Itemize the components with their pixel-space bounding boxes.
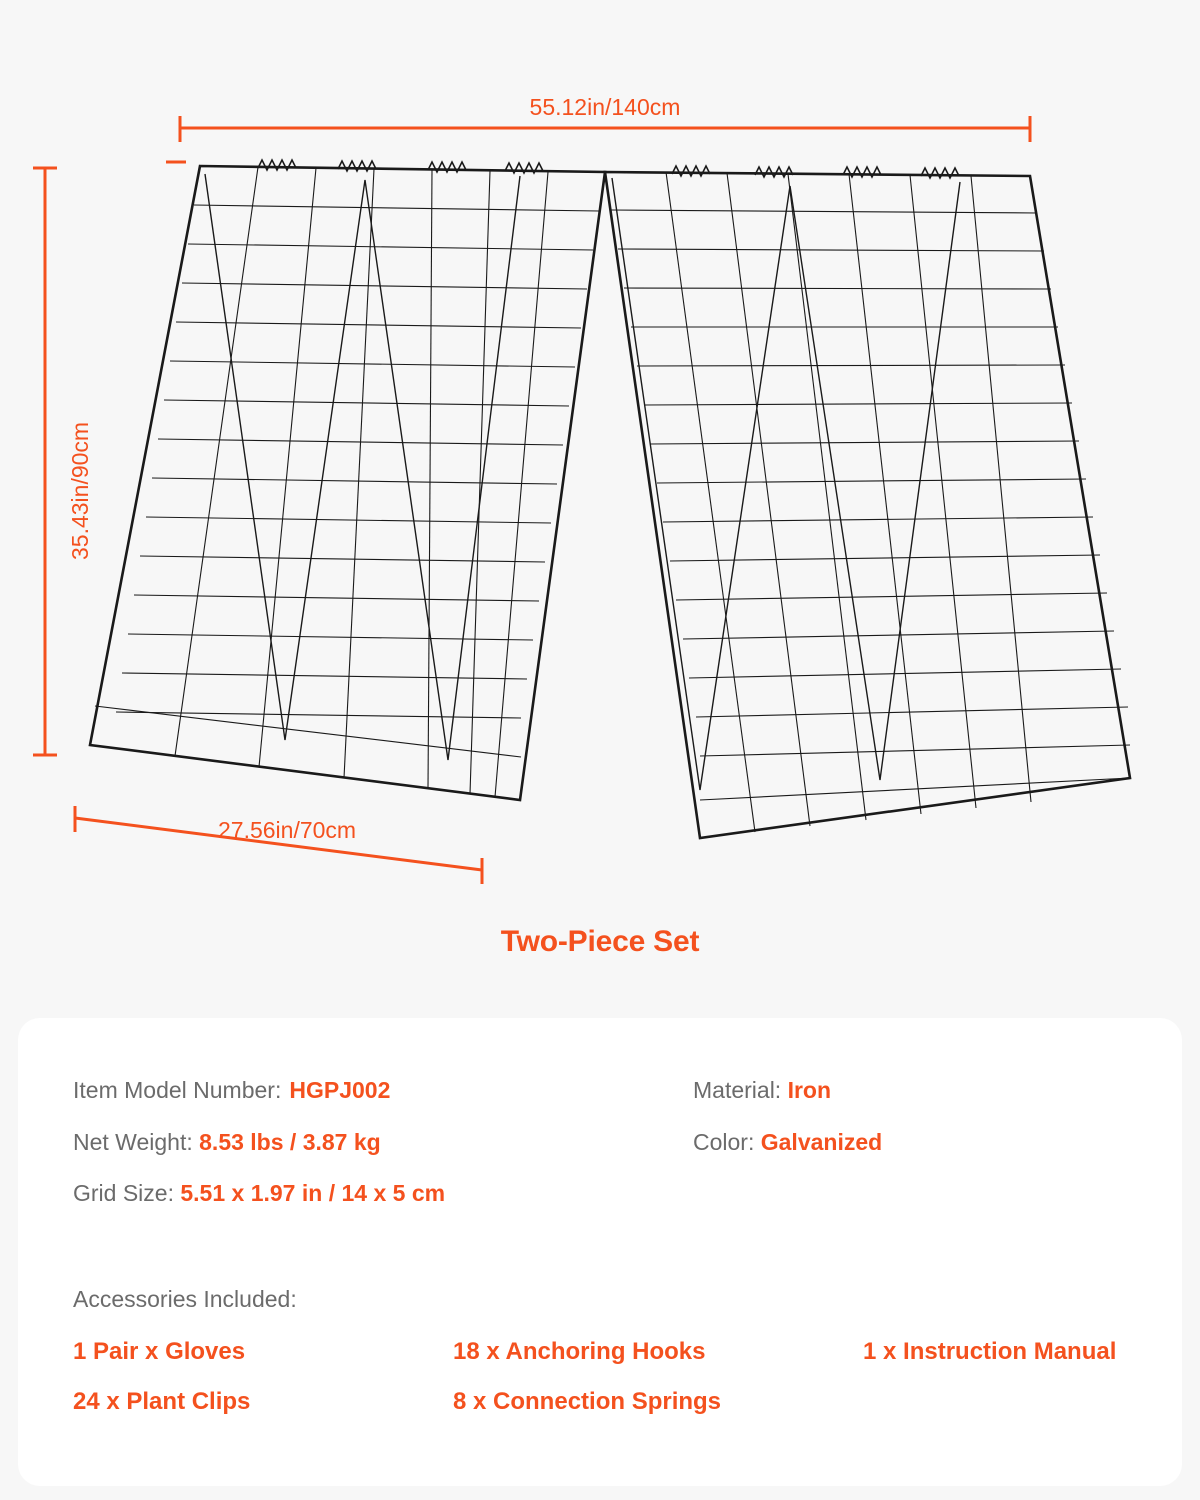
dimension-lines bbox=[33, 116, 1030, 884]
accessories-grid bbox=[73, 1338, 1153, 1438]
spec-color bbox=[693, 1125, 1133, 1161]
spec-material-value: Iron bbox=[787, 1077, 832, 1103]
depth-dimension-label: 27.56in/70cm bbox=[218, 817, 357, 843]
right-panel bbox=[605, 172, 1130, 838]
accessory-item: 1 Pair x Gloves bbox=[73, 1338, 246, 1365]
accessories-title: Accessories Included: bbox=[73, 1286, 297, 1312]
spec-color-value: Galvanized bbox=[760, 1128, 883, 1155]
accessory-item: 1 x Instruction Manual bbox=[863, 1338, 1117, 1365]
accessory-item: 18 x Anchoring Hooks bbox=[453, 1338, 706, 1365]
spec-model-label: Item Model Number: bbox=[73, 1077, 282, 1103]
height-dimension-label: 35.43in/90cm bbox=[67, 421, 93, 560]
width-dimension-label: 55.12in/140cm bbox=[529, 94, 681, 120]
spec-material-label: Material: bbox=[693, 1077, 782, 1103]
spec-grid-size bbox=[73, 1176, 693, 1212]
accessories-row bbox=[73, 1388, 1153, 1416]
spec-material bbox=[693, 1073, 1133, 1109]
accessories-row bbox=[73, 1338, 1153, 1366]
accessory-item: 8 x Connection Springs bbox=[453, 1388, 722, 1415]
trellis-mesh bbox=[90, 160, 1130, 838]
spec-row bbox=[73, 1125, 1153, 1161]
spec-model-value: HGPJ002 bbox=[289, 1077, 391, 1103]
spec-grid-label: Grid Size: bbox=[73, 1180, 174, 1207]
spec-color-label: Color: bbox=[693, 1128, 755, 1155]
spec-row bbox=[73, 1073, 1153, 1109]
spec-grid-value: 5.51 x 1.97 in / 14 x 5 cm bbox=[180, 1180, 446, 1207]
spec-weight-label: Net Weight: bbox=[73, 1128, 193, 1155]
spec-row bbox=[73, 1176, 1153, 1212]
diagram-caption: Two-Piece Set bbox=[500, 925, 700, 958]
left-panel bbox=[90, 166, 605, 800]
specification-card bbox=[18, 1018, 1182, 1486]
spec-weight-value: 8.53 lbs / 3.87 kg bbox=[199, 1128, 381, 1155]
spec-model bbox=[73, 1073, 693, 1109]
spec-grid bbox=[73, 1073, 1153, 1228]
spec-weight bbox=[73, 1125, 693, 1161]
accessory-item: 24 x Plant Clips bbox=[73, 1388, 251, 1415]
